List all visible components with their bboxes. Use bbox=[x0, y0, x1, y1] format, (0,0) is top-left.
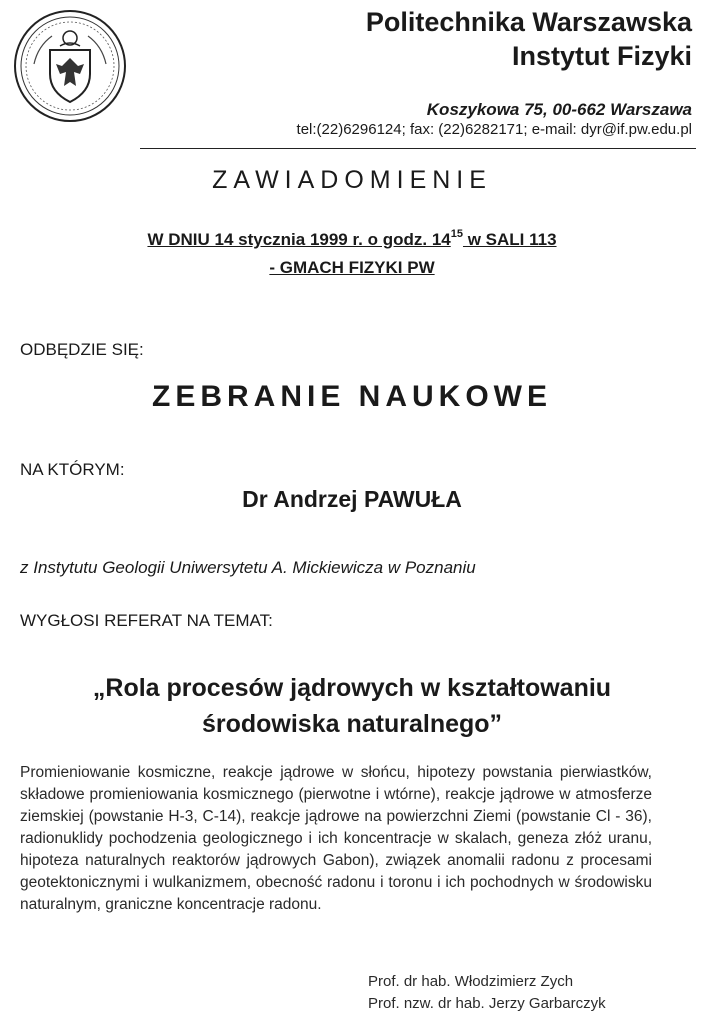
signature-1: Prof. dr hab. Włodzimierz Zych bbox=[368, 973, 574, 990]
speaker-name: Dr Andrzej PAWUŁA bbox=[242, 486, 462, 512]
speaker-label: NA KTÓRYM: bbox=[20, 460, 125, 479]
time-superscript: 15 bbox=[450, 228, 463, 240]
signature-2: Prof. nzw. dr hab. Jerzy Garbarczyk bbox=[368, 995, 606, 1012]
institute-name: Instytut Fizyki bbox=[511, 41, 692, 71]
date-time-room bbox=[0, 230, 704, 250]
building-text: - GMACH FIZYKI PW bbox=[269, 258, 435, 277]
institute-address: Koszykowa 75, 00-662 Warszawa bbox=[426, 100, 692, 119]
speaker-affiliation: z Instytutu Geologii Uniwersytetu A. Mickiewicza w Poznaniu bbox=[20, 558, 476, 577]
building-line bbox=[0, 258, 704, 278]
event-label: ODBĘDZIE SIĘ: bbox=[20, 340, 144, 359]
talk-title-line-1: „Rola procesów jądrowych w kształtowaniu bbox=[92, 674, 612, 702]
institute-contact: tel:(22)6296124; fax: (22)6282171; e-mail: dyr@if.pw.edu.pl bbox=[296, 121, 692, 138]
date-text: W DNIU 14 stycznia 1999 r. o godz. 14 bbox=[147, 230, 451, 249]
talk-title bbox=[0, 670, 704, 742]
header-divider bbox=[140, 148, 696, 149]
notice-title: ZAWIADOMIENIE bbox=[212, 166, 492, 194]
talk-abstract: Promieniowanie kosmiczne, reakcje jądrowe w słońcu, hipotezy powstania pierwiastków, składowe promieniowania kosmicznego (pierwotne i wtórne), reakcje jądrowe w atmosferze ziemskiej (powstanie H-3, C-14), reakcje jądrowe na powierzchni Ziemi (powstanie Cl - 36), radionuklidy pochodzenia geologicznego i ich koncentracje w skalach, geneza złóż uranu, hipoteza naturalnych reaktorów jądrowych Gabon), związek anomalii radonu z procesami geotektonicznymi i wulkanizmem, obecność radonu i toronu i ich pochodnych w środowisku naturalnym, graniczne koncentracje radonu. bbox=[20, 764, 652, 913]
talk-title-line-2: środowiska naturalnego” bbox=[201, 710, 503, 738]
room-text: w SALI 113 bbox=[462, 230, 557, 249]
event-heading: ZEBRANIE NAUKOWE bbox=[152, 380, 552, 413]
institution-name: Politechnika Warszawska bbox=[365, 7, 692, 37]
topic-label: WYGŁOSI REFERAT NA TEMAT: bbox=[20, 611, 273, 630]
university-seal-icon bbox=[12, 8, 128, 124]
